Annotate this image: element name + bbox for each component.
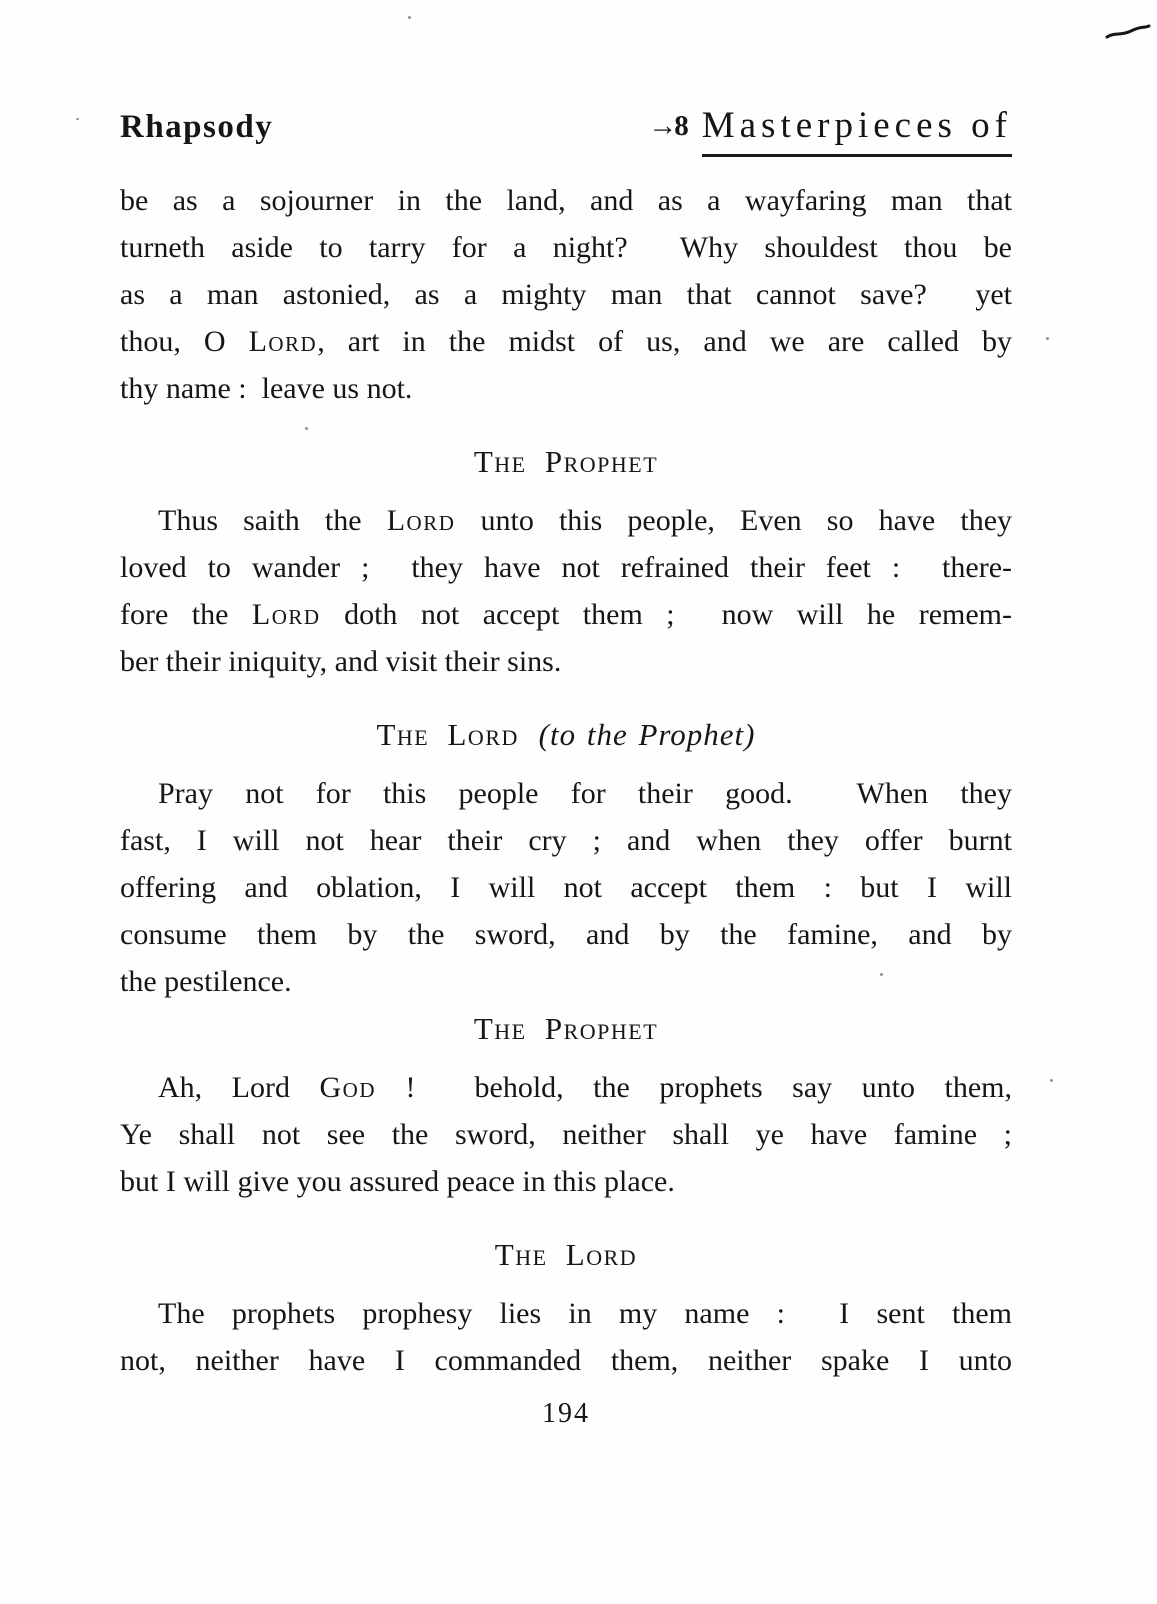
text-line xyxy=(120,318,1012,365)
text-line xyxy=(120,817,1012,864)
text-run: The prophets prophesy lies in my name : I sent them xyxy=(158,1297,1012,1330)
text-line xyxy=(120,544,1012,591)
text-line xyxy=(120,638,1012,685)
small-caps-text: Lord xyxy=(386,504,456,537)
small-caps-text: The Lord xyxy=(494,1237,638,1272)
small-caps-text: Lord xyxy=(248,325,318,358)
text-run: ! behold, the prophets say unto them, xyxy=(376,1071,1012,1104)
small-caps-text: God xyxy=(319,1071,376,1104)
text-run: not, neither have I commanded them, neither spake I unto xyxy=(120,1344,1012,1377)
text-block xyxy=(120,177,1012,1384)
text-line xyxy=(120,770,1012,817)
small-caps-text: Lord xyxy=(251,598,321,631)
text-run: fast, I will not hear their cry ; and when they offer burnt xyxy=(120,824,1012,857)
speaker-heading xyxy=(120,717,1012,753)
scan-speck xyxy=(305,427,308,430)
italic-text: (to the Prophet) xyxy=(538,717,756,752)
running-head-section-title: Rhapsody xyxy=(120,109,274,145)
speaker-heading xyxy=(120,1011,1012,1047)
text-line xyxy=(120,224,1012,271)
text-run: , art in the midst of us, and we are called by xyxy=(317,325,1013,358)
text-run: thy name : leave us not. xyxy=(120,372,413,405)
pen-mark xyxy=(1105,24,1151,40)
small-caps-text: The Prophet xyxy=(473,444,659,479)
page-number: 194 xyxy=(542,1398,590,1429)
text-line xyxy=(120,1158,1012,1205)
text-line xyxy=(120,864,1012,911)
text-line xyxy=(120,591,1012,638)
text-run: ber their iniquity, and visit their sins. xyxy=(120,645,562,678)
scan-speck xyxy=(1046,337,1049,340)
running-head xyxy=(120,0,1012,157)
scan-speck xyxy=(1050,1079,1053,1082)
text-line xyxy=(120,911,1012,958)
small-caps-text: The Lord xyxy=(376,717,519,752)
text-run: Thus saith the xyxy=(158,504,387,537)
text-run: Ah, Lord xyxy=(158,1071,320,1104)
text-run: turneth aside to tarry for a night? Why shouldest thou be xyxy=(120,231,1012,264)
text-run: but I will give you assured peace in this place. xyxy=(120,1165,675,1198)
running-head-right xyxy=(648,104,1012,157)
text-run: the pestilence. xyxy=(120,965,292,998)
text-run: loved to wander ; they have not refrained their feet : there- xyxy=(120,551,1012,584)
fleuron-ornament-icon: →8 xyxy=(648,110,686,142)
text-line xyxy=(120,177,1012,224)
text-line xyxy=(120,1337,1012,1384)
scan-speck xyxy=(76,118,79,120)
text-column xyxy=(120,0,1012,1430)
small-caps-text: The Prophet xyxy=(473,1011,659,1046)
text-run: consume them by the sword, and by the famine, and by xyxy=(120,918,1012,951)
scan-speck xyxy=(408,16,411,19)
text-line xyxy=(120,1290,1012,1337)
scan-speck xyxy=(880,973,883,976)
running-head-book-title: Masterpieces of xyxy=(702,104,1012,157)
text-run: Ye shall not see the sword, neither shall ye have famine ; xyxy=(120,1118,1012,1151)
paragraph xyxy=(120,1064,1012,1205)
text-line xyxy=(120,1111,1012,1158)
text-line xyxy=(120,497,1012,544)
paragraph xyxy=(120,177,1012,412)
speaker-heading xyxy=(120,1237,1012,1273)
text-run: Pray not for this people for their good. When they xyxy=(158,777,1012,810)
paragraph xyxy=(120,770,1012,1005)
text-run: doth not accept them ; now will he remem- xyxy=(320,598,1012,631)
text-run: as a man astonied, as a mighty man that cannot save? yet xyxy=(120,278,1012,311)
paragraph xyxy=(120,497,1012,685)
text-run: fore the xyxy=(120,598,252,631)
text-run: unto this people, Even so have they xyxy=(455,504,1013,537)
text-run: thou, O xyxy=(120,325,249,358)
text-line xyxy=(120,1064,1012,1111)
text-run: be as a sojourner in the land, and as a wayfaring man that xyxy=(120,184,1012,217)
text-line xyxy=(120,958,1012,1005)
paragraph xyxy=(120,1290,1012,1384)
text-run: offering and oblation, I will not accept them : but I will xyxy=(120,871,1012,904)
text-line xyxy=(120,271,1012,318)
speaker-heading xyxy=(120,444,1012,480)
text-line xyxy=(120,365,1012,412)
text-run xyxy=(519,717,539,752)
